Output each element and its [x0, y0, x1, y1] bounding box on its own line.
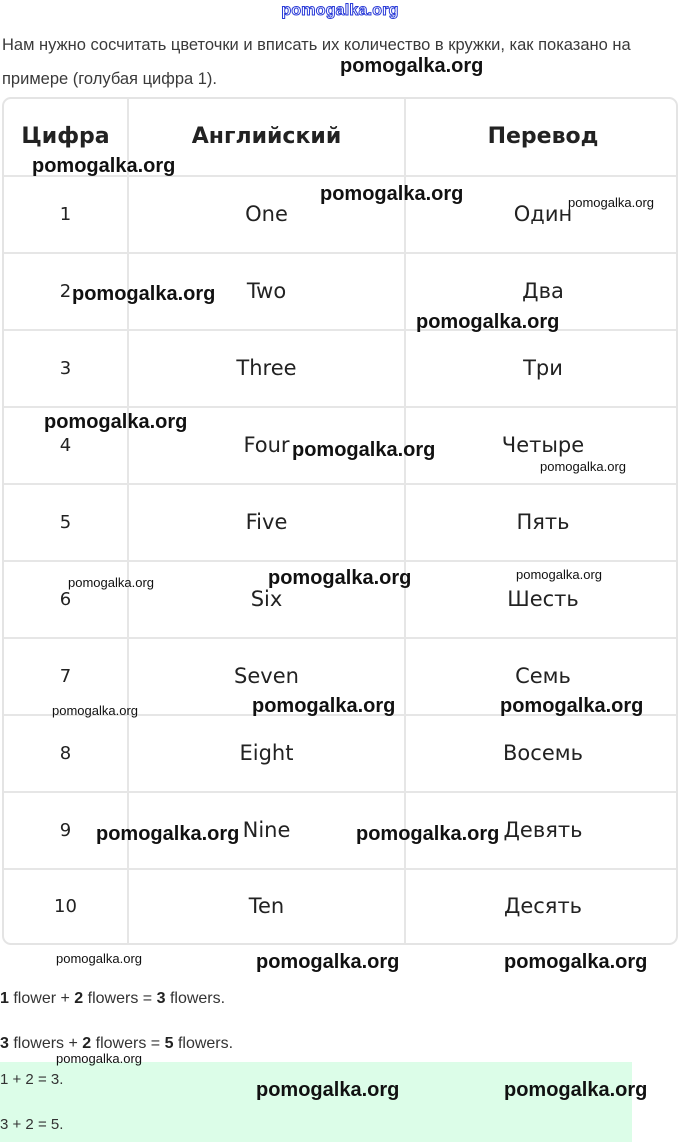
digit-cell: 9: [4, 792, 128, 869]
watermark: pomogalka.org: [252, 695, 396, 717]
watermark: pomogalka.org: [504, 1079, 648, 1101]
answer-line-1: 1 + 2 = 3.: [0, 1071, 64, 1088]
watermark: pomogalka.org: [320, 183, 464, 205]
watermark: pomogalka.org: [540, 459, 626, 474]
equation-2-c-word: flowers.: [177, 1035, 234, 1052]
equation-1-c: 3: [156, 990, 166, 1007]
translation-cell: Семь: [405, 638, 678, 715]
table-row: [4, 561, 678, 638]
equation-1-b: 2: [74, 990, 84, 1007]
digit-cell: 6: [4, 561, 128, 638]
translation-cell: Десять: [405, 869, 678, 943]
table-row: [4, 330, 678, 407]
equation-2-a: 3: [0, 1035, 9, 1052]
watermark: pomogalka.org: [356, 823, 500, 845]
digit-cell: 10: [4, 869, 128, 943]
equation-1-a: 1: [0, 990, 9, 1007]
table-row: [4, 869, 678, 943]
watermark: pomogalka.org: [340, 55, 484, 77]
english-cell: Seven: [128, 638, 405, 715]
equation-2-plus: +: [68, 1035, 78, 1052]
watermark: pomogalka.org: [504, 951, 648, 973]
table-row: [4, 253, 678, 330]
header-digit: Цифра: [4, 99, 128, 176]
english-cell: Two: [128, 253, 405, 330]
equation-2-a-word: flowers: [13, 1035, 65, 1052]
english-cell: Nine: [128, 792, 405, 869]
watermark: pomogalka.org: [72, 283, 216, 305]
watermark: pomogalka.org: [68, 575, 154, 590]
english-cell: Three: [128, 330, 405, 407]
watermark: pomogalka.org: [32, 155, 176, 177]
translation-cell: Один: [405, 176, 678, 253]
digit-cell: 3: [4, 330, 128, 407]
watermark: pomogalka.org: [44, 411, 188, 433]
table-row: [4, 484, 678, 561]
equation-1: [0, 990, 225, 1008]
digit-cell: 4: [4, 407, 128, 484]
watermark: pomogalka.org: [516, 567, 602, 582]
watermark: pomogalka.org: [292, 439, 436, 461]
watermark: pomogalka.org: [568, 195, 654, 210]
equation-1-plus: +: [60, 990, 70, 1007]
equation-1-equals: =: [142, 990, 153, 1007]
english-cell: Six: [128, 561, 405, 638]
header-english: Английский: [128, 99, 405, 176]
table-row: [4, 407, 678, 484]
english-cell: One: [128, 176, 405, 253]
numbers-table: [2, 97, 678, 945]
translation-cell: Пять: [405, 484, 678, 561]
translation-cell: Два: [405, 253, 678, 330]
watermark: pomogalka.org: [416, 311, 560, 333]
table-row: [4, 638, 678, 715]
translation-cell: Три: [405, 330, 678, 407]
translation-cell: Девять: [405, 792, 678, 869]
english-cell: Eight: [128, 715, 405, 792]
table-row: [4, 792, 678, 869]
watermark: pomogalka.org: [52, 703, 138, 718]
site-logo[interactable]: pomogalka.org: [281, 2, 399, 19]
answer-box: [0, 1062, 632, 1142]
table-header-row: [4, 99, 678, 176]
digit-cell: 7: [4, 638, 128, 715]
equation-2-b: 2: [82, 1035, 92, 1052]
digit-cell: 5: [4, 484, 128, 561]
english-cell: Four: [128, 407, 405, 484]
table-row: [4, 176, 678, 253]
watermark: pomogalka.org: [500, 695, 644, 717]
header-translation: Перевод: [405, 99, 678, 176]
table-row: [4, 715, 678, 792]
equation-2: [0, 1035, 233, 1053]
equation-1-a-word: flower: [13, 990, 57, 1007]
equation-1-c-word: flowers.: [169, 990, 226, 1007]
translation-cell: Восемь: [405, 715, 678, 792]
translation-cell: Четыре: [405, 407, 678, 484]
equation-2-equals: =: [150, 1035, 161, 1052]
watermark: pomogalka.org: [256, 1079, 400, 1101]
english-cell: Ten: [128, 869, 405, 943]
watermark: pomogalka.org: [96, 823, 240, 845]
watermark: pomogalka.org: [256, 951, 400, 973]
intro-text: Нам нужно сосчитать цветочки и вписать их количество в кружки, как показано на примере (голубая цифра 1).: [2, 36, 631, 88]
answer-line-2: 3 + 2 = 5.: [0, 1116, 64, 1133]
equation-2-c: 5: [164, 1035, 174, 1052]
digit-cell: 2: [4, 253, 128, 330]
watermark: pomogalka.org: [56, 1051, 142, 1066]
equation-2-b-word: flowers: [95, 1035, 147, 1052]
equation-1-b-word: flowers: [87, 990, 139, 1007]
digit-cell: 1: [4, 176, 128, 253]
watermark: pomogalka.org: [56, 951, 142, 966]
translation-cell: Шесть: [405, 561, 678, 638]
digit-cell: 8: [4, 715, 128, 792]
watermark: pomogalka.org: [268, 567, 412, 589]
english-cell: Five: [128, 484, 405, 561]
